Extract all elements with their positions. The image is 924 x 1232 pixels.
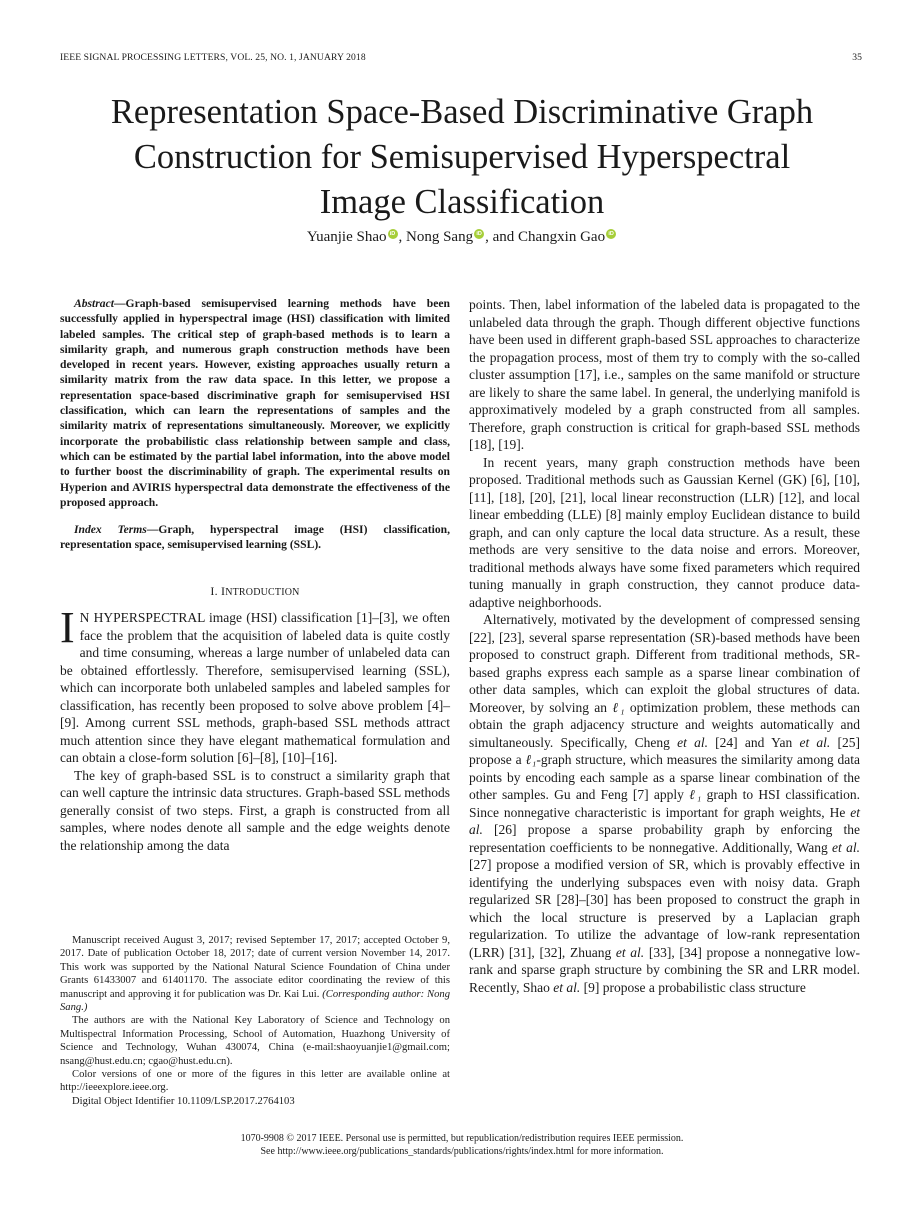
l1-symbol: ℓ₁	[525, 752, 537, 767]
abstract-lead: Abstract	[74, 297, 114, 310]
title-line: Representation Space-Based Discriminative Graph	[110, 93, 814, 131]
left-column	[60, 296, 450, 854]
author-name: Yuanjie Shao	[306, 229, 387, 245]
orcid-icon[interactable]: iD	[606, 229, 616, 239]
author-name: , Nong Sang	[398, 229, 474, 245]
footnote: Digital Object Identifier 10.1109/LSP.2017.2764103	[72, 1095, 295, 1107]
index-terms-lead: Index Terms	[74, 523, 147, 537]
index-terms-text: —Graph, hyperspectral image (HSI) classification, representation space, semisupervised learning (SSL).	[60, 523, 450, 552]
section-heading	[60, 583, 450, 602]
body-paragraph: In recent years, many graph construction methods have been proposed. Traditional methods such as Gaussian Kernel (GK) [6], [10], [11], [18], [20], [21], local linear reconstruction (LLR) [12], and local linear embedding (LLE) [8] mainly employ Euclidean distance to build graph, and can only capture the local data structure. As a result, these methods are very sensitive to the data noise and errors. Moreover, traditional methods always have some fixed parameters which required tuning manually in graph construction, they cannot produce data-adaptive neighborhoods.	[469, 454, 860, 610]
intro-paragraph: The key of graph-based SSL is to construct a similarity graph that can well capture the intrinsic data structures. Graph-based SSL methods generally consist of two steps. First, a graph is constructed from all samples, where nodes denote all sample and the edge weights denote the relationship among the data	[60, 767, 450, 853]
title-line: Construction for Semisupervised Hyperspectral	[133, 138, 791, 176]
intro-text: N HYPERSPECTRAL image (HSI) classification [1]–[3], we often face the problem that the acquisition of labeled data is quite costly and time consuming, whereas a large number of unlabeled data can be obtained effortlessly. Therefore, semisupervised learning (SSL), which can incorporate both unlabeled samples and labeled samples for classification, has recently been proposed to solve above problem [4]–[9]. Among current SSL methods, graph-based SSL methods attract much attention since they have elegant mathematical formulation and can obtain a close-form solution [6]–[8], [10]–[16].	[60, 610, 450, 766]
footnote: Manuscript received August 3, 2017; revised September 17, 2017; accepted October 9, 2017. Date of publication October 18, 2017; date of current version November 14, 2017. This work was supported by the National Natural Science Foundation of China under Grants 61433007 and 61401170. The associate editor coordinating the review of this manuscript and approving it for publication was Dr. Kai Lui. (Corresponding author: Nong Sang.)	[60, 935, 451, 1014]
page-number: 35	[852, 52, 862, 63]
section-name: NTRODUCTION	[225, 586, 300, 598]
l1-symbol: ℓ₁	[689, 787, 702, 802]
footnote: The authors are with the National Key Laboratory of Science and Technology on Multispectral Information Processing, School of Automation, Huazhong University of Science and Technology, Wuhan 430074, China (e-mail:shaoyuanjie1@gmail.com; nsang@hust.edu.cn; cgao@hust.edu.cn).	[60, 1015, 450, 1067]
footnotes	[60, 934, 450, 1108]
rights-link[interactable]: See http://www.ieee.org/publications_standards/publications/rights/index.html for more information.	[260, 1146, 664, 1157]
corresponding-author: (Corresponding author: Nong Sang.)	[60, 988, 451, 1014]
title-line: Image Classification	[319, 183, 605, 221]
intro-paragraph	[60, 603, 450, 767]
body-paragraph: Alternatively, motivated by the development of compressed sensing [22], [23], several sparse representation (SR)-based methods have been proposed to construct graph. Different from traditional methods, SR-based graphs express each sample as a sparse linear combination of other data samples, which can exploit the global structures of data. Moreover, by solving an ℓ₁ optimization problem, these methods can obtain the graph adjacency structure and weights automatically and simultaneously. Specifically, Cheng et al. [24] and Yan et al. [25] propose a ℓ₁-graph structure, which measures the similarity among data points by encoding each sample as a sparse linear combination of the other samples. Gu and Feng [7] apply ℓ₁ graph to HSI classification. Since nonnegative characteristic is important for graph weights, He et al. [26] propose a sparse probability graph by enforcing the representation coefficients to be nonnegative. Additionally, Wang et al. [27] propose a modified version of SR, which is provably effective in identifying the underlying subspaces even with noisy data. Graph regularized SR [28]–[30] has been proposed to construct the graph in which the local structure is preserved by a Laplacian graph regularization. To utilize the advantage of low-rank representation (LRR) [31], [32], Zhuang et al. [33], [34] propose a nonnegative low-rank and sparse graph structure by combining the SR and LRR model. Recently, Shao et al. [9] propose a probabilistic class structure	[469, 612, 861, 995]
abstract-text: —Graph-based semisupervised learning methods have been successfully applied in hyperspectral image (HSI) classification with limited labeled samples. The critical step of graph-based methods is to learn a similarity graph, and numerous graph construction methods have been developed in recent years. However, existing approaches usually return a similarity matrix from the raw data space. In this letter, we propose a representation space-based discriminative graph for semisupervised HSI classification, which can learn the representations of samples and the similarity matrix of representations simultaneously. Moreover, we explicitly incorporate the probabilistic class relationship between sample and class, which can be estimated by the partial label information, into the above model to further boost the discriminability of graph. The experimental results on Hyperion and AVIRIS hyperspectral data demonstrate the effectiveness of the proposed approach.	[60, 297, 450, 509]
index-terms	[60, 522, 450, 553]
author-name: , and Changxin Gao	[485, 229, 606, 245]
l1-symbol: ℓ₁	[612, 699, 625, 715]
orcid-icon[interactable]: iD	[474, 229, 484, 239]
abstract	[60, 296, 450, 510]
orcid-icon[interactable]: iD	[388, 229, 398, 239]
paper-title	[40, 90, 884, 225]
drop-cap: I	[60, 603, 75, 653]
copyright-line: 1070-9908 © 2017 IEEE. Personal use is permitted, but republication/redistribution requires IEEE permission.	[240, 1133, 684, 1144]
journal-info: IEEE SIGNAL PROCESSING LETTERS, VOL. 25, NO. 1, JANUARY 2018	[60, 52, 366, 63]
running-head	[60, 52, 862, 63]
section-numeral: I. I	[210, 583, 226, 598]
author-list	[40, 229, 884, 246]
footnote: Color versions of one or more of the figures in this letter are available online at http://ieeexplore.ieee.org.	[60, 1069, 450, 1094]
right-column	[469, 296, 860, 996]
body-paragraph: points. Then, label information of the labeled data is propagated to the unlabeled data through the graph. Though different objective functions have been used in different graph-based SSL approaches to characterize the propagation process, most of them try to comply with the so-called cluster assumption [17], i.e., samples on the same manifold or structure are likely to share the same label. In general, the underlying manifold is approximatively modeled by a graph constructed from all samples. Therefore, graph construction is critical for graph-based SSL methods [18], [19].	[469, 297, 860, 452]
copyright-notice	[0, 1132, 924, 1158]
